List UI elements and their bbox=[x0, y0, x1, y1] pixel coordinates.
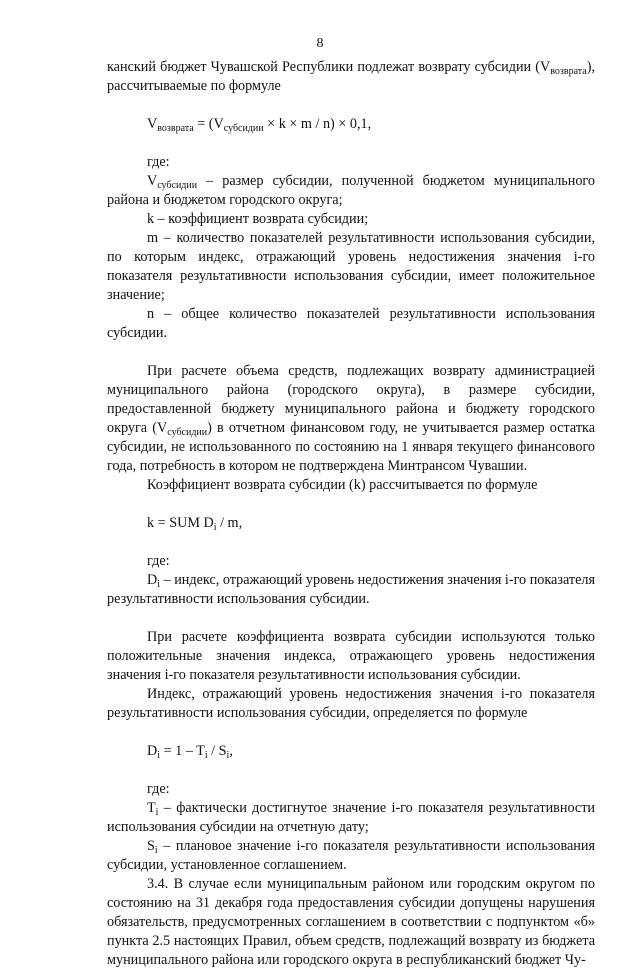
paragraph-3-4: 3.4. В случае если муниципальным районом или городским округом по состоянию на 31 декабря года предоставления субсидии допущены нарушения обязательств, предусмотренных соглашением в соответствии с подпунктом «б» пункта 2.5 настоящих Правил, объем средств, подлежащий возврату из бюджета муниципального района или городского округа в республиканский бюджет Чу- bbox=[107, 876, 595, 968]
definition-t: $T_i$ – фактически достигнутое значение i-го показателя результативности использования субсидии на отчетную дату; bbox=[107, 800, 595, 835]
page-number: 8 bbox=[316, 36, 324, 51]
paragraph-return-intro: канский бюджет Чувашской Республики подлежат возврату субсидии $(V_{возврата})$, рассчитываемые по формуле bbox=[107, 59, 595, 94]
definition-k: k – коэффициент возврата субсидии; bbox=[147, 211, 369, 227]
where-label: где: bbox=[147, 154, 170, 170]
where-label: где: bbox=[147, 781, 170, 797]
paragraph-calculation-note: При расчете объема средств, подлежащих возврату администрацией муниципального района (городского округа), в размере субсидии, предоставленной бюджету муниципального района и бюджету городского округа $(V_{субсидии})$ в отчетном финансовом году, не учитывается размер остатка субсидии, не использованного по состоянию на 1 января текущего финансового года, потребность в котором не подтверждена Минтрансом Чувашии. bbox=[107, 363, 596, 474]
paragraph-positive-values: При расчете коэффициента возврата субсидии используются только положительные значения индекса, отражающего уровень недостижения значения i-го показателя результативности использования субсидии. bbox=[107, 629, 595, 683]
definition-v-subsidy: $V_{субсидии}$ – размер субсидии, полученной бюджетом муниципального района и бюджетом городского округа; bbox=[107, 173, 595, 208]
paragraph-index-formula: Индекс, отражающий уровень недостижения значения i-го показателя результативности использования субсидии, определяется по формуле bbox=[107, 686, 595, 721]
formula-coefficient: k = SUM $D_i$ / m, bbox=[147, 515, 243, 533]
where-label: где: bbox=[147, 553, 170, 569]
formula-return-volume: $V_{возврата} = (V_{субсидии} \times k \times m / n) \times 0,1$, bbox=[147, 116, 372, 134]
document-body bbox=[107, 58, 595, 970]
definition-d: $D_i$ – индекс, отражающий уровень недостижения значения i-го показателя результативности использования субсидии. bbox=[107, 572, 595, 607]
definition-n: n – общее количество показателей результативности использования субсидии. bbox=[107, 306, 595, 341]
formula-index: $D_i = 1 - T_i / S_i$, bbox=[147, 743, 233, 761]
paragraph-coefficient: Коэффициент возврата субсидии (k) рассчитывается по формуле bbox=[147, 477, 538, 493]
definition-m: m – количество показателей результативности использования субсидии, по которым индекс, отражающий уровень недостижения значения i-го показателя результативности использования субсидии, имеет положительное значение; bbox=[107, 230, 595, 303]
definition-s: $S_i$ – плановое значение i-го показателя результативности использования субсидии, установленное соглашением. bbox=[107, 838, 595, 873]
